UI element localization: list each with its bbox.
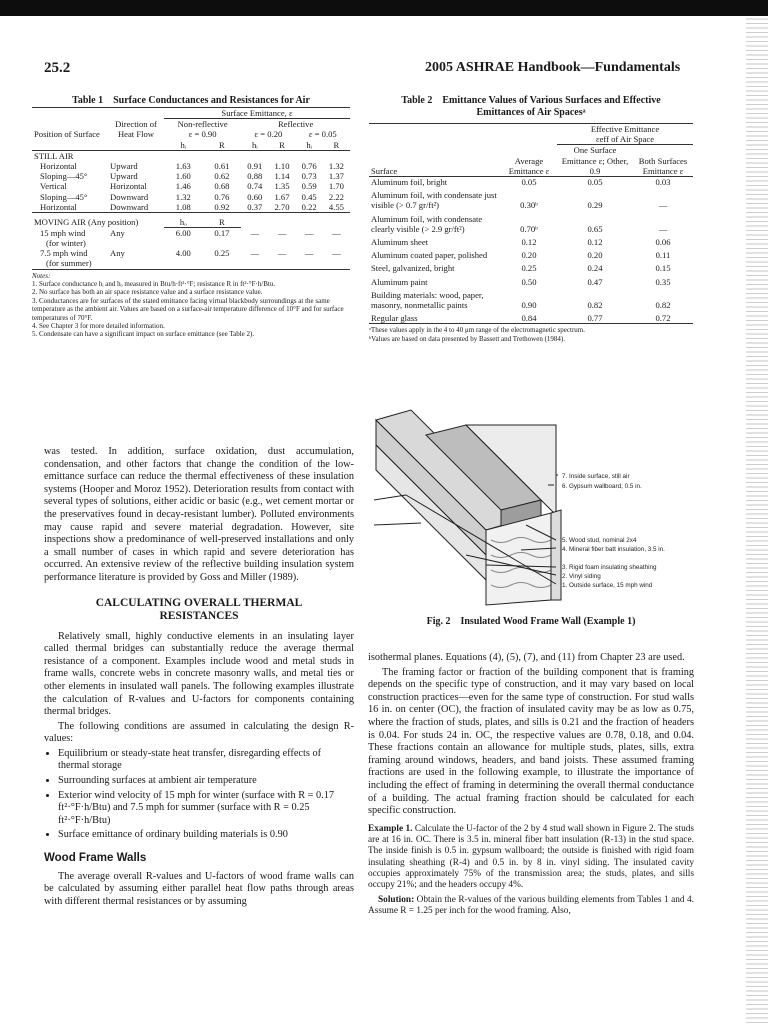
- eps-090: ε = 0.90: [188, 129, 217, 140]
- table-row: Building materials: wood, paper, masonry, nonmetallic paints 0.90 0.82 0.82: [371, 289, 671, 311]
- table-row: Horizontal Upward 1.63 0.61 0.91 1.10 0.76 1.32: [40, 161, 344, 172]
- wall-diagram: [366, 405, 696, 615]
- moving-r: R: [203, 213, 242, 228]
- moving-h: hₒ: [164, 213, 203, 228]
- paragraph: Relatively small, highly conductive elements in an insulating layer called thermal bridges can substantially reduce the average thermal resistance of a component. Examples include wood and metal studs in frame walls, concrete webs in concrete masonry walls, and metal ties or other elements in insulated wall panels. The following examples illustrate the calculation of R-values and U-factors for components containing thermal bridges.: [44, 630, 354, 718]
- example-label: Example 1.: [368, 823, 413, 834]
- table-2: [369, 95, 693, 343]
- table-row: Aluminum foil, with condensate clearly visible (> 2.9 gr/ft²) 0.70ᵇ 0.65 —: [371, 213, 668, 234]
- paragraph: The following conditions are assumed in calculating the design R-values:: [44, 720, 354, 745]
- col-nonreflective: Non-reflective: [177, 119, 228, 130]
- table-1: [32, 95, 350, 339]
- col-direction: Direction of Heat Flow: [115, 119, 157, 140]
- table-row: Steel, galvanized, bright 0.25 0.24 0.15: [371, 263, 671, 274]
- table-row: Aluminum sheet 0.12 0.12 0.06: [371, 237, 671, 248]
- table-row: 7.5 mph wind Any 4.00 0.25 — — — —: [40, 248, 341, 259]
- table-row: Sloping—45° Downward 1.32 0.76 0.60 1.67 0.45 2.22: [40, 191, 344, 202]
- figure-caption: Fig. 2 Insulated Wood Frame Wall (Example 1): [426, 616, 636, 627]
- table-row: 15 mph wind Any 6.00 0.17 — — — —: [40, 227, 341, 238]
- right-column: [368, 652, 694, 920]
- emittance-header: Surface Emittance, ε: [164, 108, 350, 119]
- top-scan-border: [0, 0, 768, 16]
- label-gypsum: 6. Gypsum wallboard, 0.5 in.: [562, 483, 642, 490]
- moving-air-label: MOVING AIR (Any position): [34, 217, 139, 228]
- sub-h: hᵢ: [251, 139, 258, 150]
- sub-r: R: [279, 139, 285, 150]
- label-foam: 3. Rigid foam insulating sheathing: [562, 564, 657, 571]
- table-1-caption: Table 1 Surface Conductances and Resistances for Air: [72, 95, 310, 106]
- list-item: • Equilibrium or steady-state heat transfer, disregarding effects of thermal storage: [58, 748, 354, 773]
- eff-header: Effective Emittance εeff of Air Space: [557, 124, 693, 145]
- table-row: Aluminum coated paper, polished 0.20 0.20 0.11: [371, 250, 671, 261]
- list-item: • Exterior wind velocity of 15 mph for winter (surface with R = 0.17 ft²·°F·h/Btu) and 7.5 mph for summer (surface with R = 0.25 ft²·°F·h/Btu): [58, 790, 354, 828]
- paragraph: isothermal planes. Equations (4), (5), (7), and (11) from Chapter 23 are used.: [368, 652, 685, 663]
- table-row: Aluminum foil, with condensate just visible (> 0.7 gr/ft²) 0.30ᵇ 0.29 —: [371, 190, 668, 211]
- paragraph: The framing factor or fraction of the building component that is framing depends on the specific type of construction, and it may vary based on local construction practices—even for the same type of construction. For stud walls 16 in. on center (OC), the fraction of insulated cavity may be as low as 0.75, where the fraction of studs, plates, and sills is 0.21 and the fraction of headers is 0.04. For studs 24 in. OC, the respective values are 0.78, 0.18, and 0.04. These fractions contain an allowance for multiple studs, plates, sills, extra framing around windows, headers, and band joists. These assumed framing fractions are used in the following example, to illustrate the importance of including the effect of framing in determining the overall thermal conductance of a building. The actual framing fraction should be calculated for each specific construction.: [368, 666, 694, 817]
- col-surface: Surface: [371, 165, 398, 176]
- table-1-notes: Notes: 1. Surface conductance hᵢ and hₒ measured in Btu/h·ft²·°F; resistance R in ft²·°F·h/Btu. 2. No surface has both an air space resistance value and a surface resistance value. 3. Conductances are for surfaces of the stated emittance facing virtual blackbody surroundings at the same temperature as the ambient air. Values are based on a surface-air temperature difference of 10°F and for surface temperatures of 70°F. 4. See Chapter 3 for more detailed information. 5. Condensate can have a significant impact on surface emittance (see Table 2).: [32, 271, 344, 339]
- col-both-surfaces: Both Surfaces Emittance ε: [638, 155, 688, 176]
- table-row: Horizontal Downward 1.08 0.92 0.37 2.70 0.22 4.55: [32, 202, 350, 213]
- right-scan-edge: [746, 18, 768, 1024]
- sub-h: hᵢ: [306, 139, 313, 150]
- example-1: Example 1. Calculate the U-factor of the 2 by 4 stud wall shown in Figure 2. The studs are at 16 in. OC. There is 3.5 in. mineral fiber batt insulation (R-13) in the stud space. The inside finish is 0.5 in. gypsum wallboard; the outside is finished with rigid foam insulating sheathing (R-4) and 0.5 in. by 8 in. vinyl siding. The insulated cavity occupies approximately 75% of the transmission area; the studs, plates, and sills occupy 21%; and the headers occupy 4%. Solution: Obtain the R-values of the various building elements from Tables 1 and 4. Assume R = 1.25 per inch for the wood framing. Also,: [368, 823, 694, 916]
- label-vinyl: 2. Vinyl siding: [562, 573, 601, 580]
- paragraph: was tested. In addition, surface oxidation, dust accumulation, condensation, and other factors that change the condition of the low-emittance surface can reduce the thermal effectiveness of these insulation systems (Hooper and Moroz 1952). Deterioration results from contact with several types of solutions, either acidic or basic (e.g., wet cement mortar or the preservatives found in decay-resistant lumber). Polluted environments may cause rapid and severe material degradation. However, site inspections show a predominance of well-preserved installations and only a small number of cases in which rapid and severe deterioration has occurred. An extensive review of the reflective building insulation system performance literature is provided by Goss and Miller (1989).: [44, 446, 354, 583]
- col-position: Position of Surface: [34, 129, 100, 140]
- table-row: Regular glass 0.84 0.77 0.72: [369, 310, 693, 324]
- running-header: 2005 ASHRAE Handbook—Fundamentals: [425, 60, 681, 75]
- sub-r: R: [333, 139, 340, 150]
- table-row: Aluminum paint 0.50 0.47 0.35: [371, 276, 671, 287]
- solution-label: Solution:: [378, 894, 415, 905]
- eps-005: ε = 0.05: [308, 129, 337, 140]
- wall-section-figure: [366, 405, 696, 640]
- table-row: Sloping—45° Upward 1.60 0.62 0.88 1.14 0.73 1.37: [40, 171, 344, 182]
- col-reflective: Reflective: [277, 119, 314, 130]
- col-avg-emittance: Average Emittance ε: [508, 155, 550, 176]
- list-item: • Surface emittance of ordinary building materials is 0.90: [58, 829, 354, 842]
- list-item: • Surrounding surfaces at ambient air temperature: [58, 775, 354, 788]
- label-batt: 4. Mineral fiber batt insulation, 3.5 in.: [562, 546, 665, 553]
- paragraph: The average overall R-values and U-factors of wood frame walls can be calculated by assuming either parallel heat flow paths through areas with different thermal resistances or by assuming: [44, 870, 354, 907]
- table-2-footnotes: ᵃThese values apply in the 4 to 40 μm range of the electromagnetic spectrum. ᵇValues are based on data presented by Bassett and Trethowen (1984).: [369, 326, 585, 343]
- label-inside-surface: 7. Inside surface, still air: [562, 473, 630, 480]
- table-2-grid: [369, 123, 693, 324]
- assumptions-list: [44, 748, 354, 842]
- table-row: Aluminum foil, bright 0.05 0.05 0.03: [371, 177, 671, 188]
- section-heading: CALCULATING OVERALL THERMAL RESISTANCES: [95, 596, 303, 622]
- page-number: 25.2: [44, 60, 71, 76]
- table-2-caption: Table 2 Emittance Values of Various Surfaces and Effective Emittances of Air Spacesᵃ: [401, 95, 661, 118]
- left-column: [44, 446, 354, 910]
- still-air-label: STILL AIR: [34, 150, 74, 161]
- label-outside-surface: 1. Outside surface, 15 mph wind: [562, 582, 653, 589]
- col-one-surface: One Surface Emittance ε; Other, 0.9: [561, 145, 629, 176]
- table-1-grid: Surface Emittance, ε Position of Surface Direction of Heat Flow Non-reflective Reflective ε = 0.90 ε = 0.20 ε = 0.05 hᵢ R hᵢ R hᵢ R STILL AIR Horizontal Upward 1.63 0.61 0.91 1.10 0.76 1.32 Sloping—45° Upward 1.60 0.62 0.88 1.14 0.73 1.37 Vertical Horizontal 1.46 0.68 0.74 1.35 0.59 1.70 Sloping—45° Downward 1.32 0.76 0.60 1.67 0.45 2.22 Horizontal Downward 1.08 0.92 0.37 2.70 0.22 4.55 MOVING AIR (Any position) hₒ R 15 mph wind Any 6.00 0.17 — — — — (for winter) 7.5 mph wind Any 4.00 0.25 — — — — (for summer): [32, 107, 350, 270]
- label-wood-stud: 5. Wood stud, nominal 2x4: [562, 537, 637, 544]
- subsection-heading: Wood Frame Walls: [44, 852, 147, 865]
- sub-h: hᵢ: [180, 139, 187, 150]
- eps-020: ε = 0.20: [254, 129, 283, 140]
- sub-r: R: [219, 139, 225, 150]
- table-row: Vertical Horizontal 1.46 0.68 0.74 1.35 0.59 1.70: [40, 181, 344, 192]
